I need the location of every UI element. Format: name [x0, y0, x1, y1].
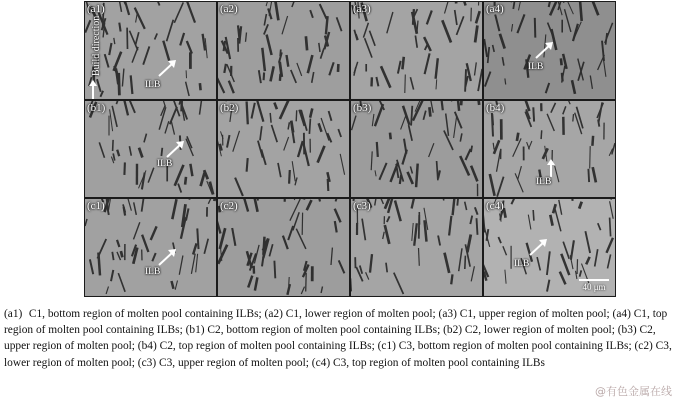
panel-label-a2: (a2) — [220, 3, 238, 15]
panel-b1 — [85, 101, 216, 198]
ilb-arrow-icon-a1 — [157, 60, 177, 78]
micrograph-b1 — [85, 101, 216, 198]
panel-b4 — [484, 101, 615, 198]
ilb-label-c4: ILB — [514, 259, 530, 270]
micrograph-a3 — [351, 2, 482, 99]
ilb-label-a1: ILB — [145, 80, 161, 90]
micrograph-grid — [84, 1, 616, 297]
panel-c1 — [85, 199, 216, 296]
build-direction-arrow-icon — [89, 80, 97, 99]
scale-bar-label: 40 μm — [582, 281, 606, 292]
ilb-arrow-icon-b1 — [165, 141, 185, 159]
panel-a2 — [218, 2, 349, 99]
ilb-label-a4: ILB — [528, 62, 544, 72]
micrograph-c3 — [351, 199, 482, 296]
micrograph-b2 — [218, 101, 349, 198]
panel-label-c2: (c2) — [220, 200, 238, 213]
ilb-arrow-icon-c4 — [528, 239, 548, 257]
panel-label-a1: (a1) — [87, 3, 105, 15]
micrograph-c2 — [218, 199, 349, 296]
ilb-arrow-icon-b4 — [542, 159, 560, 177]
panel-label-b2: (b2) — [220, 101, 239, 114]
micrograph-b3 — [351, 101, 482, 198]
watermark: @有色金属在线 — [595, 385, 672, 398]
panel-label-b1: (b1) — [87, 101, 106, 114]
panel-label-a4: (a4) — [486, 3, 504, 15]
panel-c3 — [351, 199, 482, 296]
ilb-arrow-icon-c1 — [157, 249, 177, 267]
build-direction-label: Build direction — [91, 15, 102, 76]
figure-caption — [4, 306, 676, 371]
panel-label-c1: (c1) — [87, 200, 105, 213]
panel-a1 — [85, 2, 216, 99]
ilb-label-b4: ILB — [536, 176, 552, 187]
panel-b3 — [351, 101, 482, 198]
panel-a4 — [484, 2, 615, 99]
caption-index: (a1) — [4, 308, 23, 320]
scale-bar — [579, 279, 609, 292]
panel-b2 — [218, 101, 349, 198]
panel-c2 — [218, 199, 349, 296]
panel-a3 — [351, 2, 482, 99]
panel-label-c4: (c4) — [486, 200, 504, 213]
micrograph-a2 — [218, 2, 349, 99]
panel-label-a3: (a3) — [353, 3, 371, 15]
panel-label-c3: (c3) — [353, 200, 371, 213]
scale-bar-line — [579, 279, 609, 281]
panel-c4 — [484, 199, 615, 296]
caption-text: C1, bottom region of molten pool containing ILBs; (a2) C1, lower region of molten pool; (a3) C1, upper region of molten pool; (a4) C1, top region of molten pool containing ILBs; (b1) C2, bottom region of molten pool containing ILBs; (b2) C2, lower region of molten pool; (b3) C2, upper region of molten pool; (b4) C2, top region of molten pool containing ILBs; (c1) C3, bottom region of molten pool containing ILBs; (c2) C3, lower region of molten pool; (c3) C3, upper region of molten pool; (c4) C3, top region of molten pool containing ILBs — [4, 308, 672, 369]
panel-label-b4: (b4) — [486, 101, 505, 114]
panel-label-b3: (b3) — [353, 101, 372, 114]
micrograph-c1 — [85, 199, 216, 296]
ilb-label-b1: ILB — [157, 158, 173, 169]
ilb-arrow-icon-a4 — [534, 42, 554, 60]
ilb-label-c1: ILB — [145, 267, 161, 278]
